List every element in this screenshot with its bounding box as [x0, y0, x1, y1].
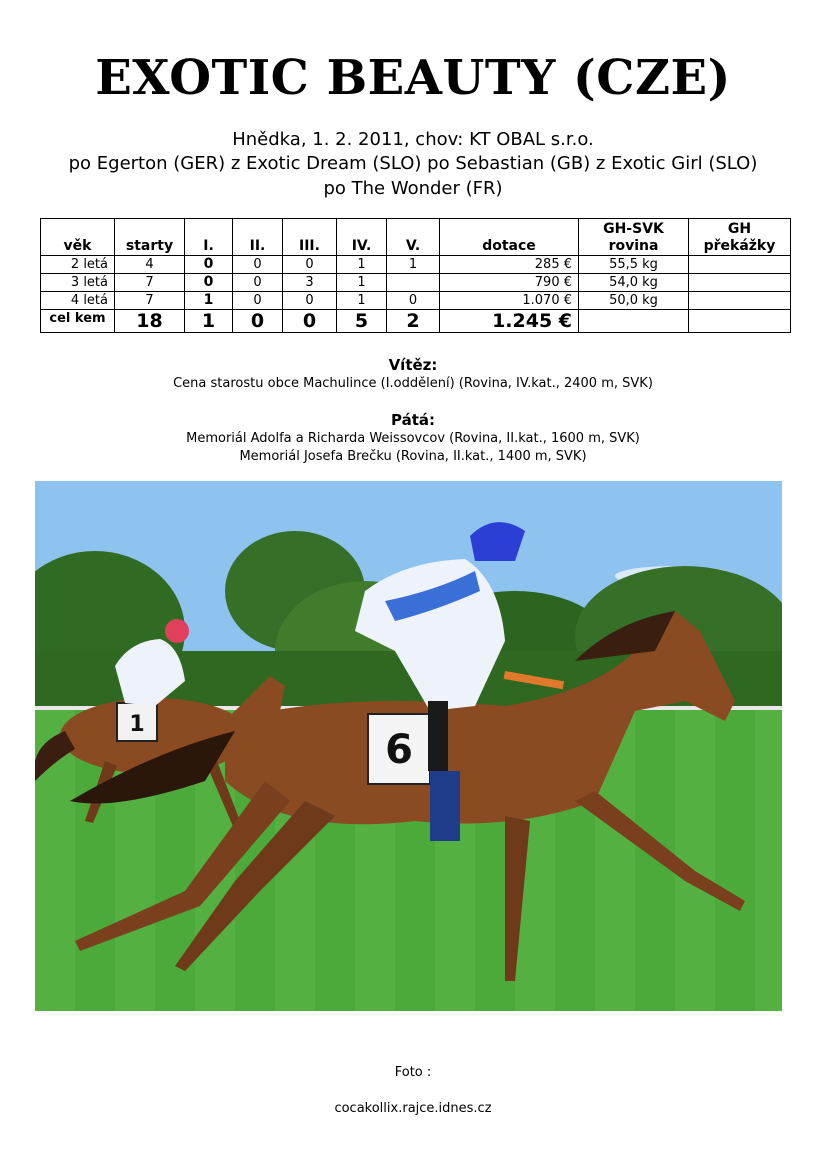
cell-place-3: 0 [283, 292, 337, 310]
header-place-1: I. [185, 219, 233, 256]
cell-place-4: 1 [337, 256, 387, 274]
header-place-4: IV. [337, 219, 387, 256]
cell-place-5: 1 [387, 256, 440, 274]
fifth-heading: Pátá: [390, 411, 435, 429]
saddle-cloth-number-back: 1 [129, 712, 145, 737]
fifth-race: Memoriál Josefa Brečku (Rovina, II.kat., 1400 m, SVK) [239, 449, 587, 464]
table-row [41, 292, 791, 310]
saddle-cloth-number-front: 6 [385, 727, 413, 773]
cell-gh-jump [689, 256, 791, 274]
cell-starts: 7 [115, 292, 185, 310]
cell-place-2: 0 [233, 256, 283, 274]
cell-place-2: 0 [233, 274, 283, 292]
cell-place-2: 0 [233, 292, 283, 310]
cell-age: 4 letá [41, 292, 115, 310]
total-money: 1.245 € [440, 310, 579, 333]
total-place-2: 0 [233, 310, 283, 333]
header-gh-flat-l2: rovina [608, 238, 659, 254]
table-row [41, 274, 791, 292]
cell-place-5 [387, 274, 440, 292]
total-place-4: 5 [337, 310, 387, 333]
header-place-2: II. [233, 219, 283, 256]
cell-money: 285 € [440, 256, 579, 274]
back-jockey-cap [165, 619, 189, 643]
table-header-row [41, 219, 791, 256]
header-gh-flat-l1: GH-SVK [603, 221, 664, 237]
total-place-5: 2 [387, 310, 440, 333]
cell-place-4: 1 [337, 292, 387, 310]
cell-place-1: 0 [185, 274, 233, 292]
cell-money: 790 € [440, 274, 579, 292]
total-starts: 18 [115, 310, 185, 333]
total-gh-jump [689, 310, 791, 333]
header-place-3: III. [283, 219, 337, 256]
header-starts: starty [115, 219, 185, 256]
cell-place-1: 0 [185, 256, 233, 274]
total-label: cel kem [41, 310, 115, 333]
cell-age: 2 letá [41, 256, 115, 274]
cell-place-3: 3 [283, 274, 337, 292]
header-age: věk [41, 219, 115, 256]
horse-info-line: Hnědka, 1. 2. 2011, chov: KT OBAL s.r.o. [232, 129, 594, 150]
cell-gh-jump [689, 274, 791, 292]
cell-place-3: 0 [283, 256, 337, 274]
cell-gh-jump [689, 292, 791, 310]
header-gh-jump [689, 219, 791, 256]
cell-starts: 4 [115, 256, 185, 274]
horse-name: EXOTIC BEAUTY (CZE) [95, 50, 731, 106]
total-place-1: 1 [185, 310, 233, 333]
total-place-3: 0 [283, 310, 337, 333]
cell-money: 1.070 € [440, 292, 579, 310]
table-total-row [41, 310, 791, 333]
photo-credit-label: Foto : [394, 1065, 432, 1080]
winner-heading: Vítěz: [388, 356, 438, 374]
pedigree-line: po Egerton (GER) z Exotic Dream (SLO) po Sebastian (GB) z Exotic Girl (SLO) [68, 153, 758, 174]
cell-gh-flat: 54,0 kg [579, 274, 689, 292]
header-gh-jump-l1: GH [727, 221, 752, 237]
total-gh-flat [579, 310, 689, 333]
winner-race: Cena starostu obce Machulince (I.oddělení) (Rovina, IV.kat., 2400 m, SVK) [173, 376, 653, 391]
photo-credit-source: cocakollix.rajce.idnes.cz [334, 1101, 492, 1116]
header-gh-flat [579, 219, 689, 256]
cell-gh-flat: 55,5 kg [579, 256, 689, 274]
cell-age: 3 letá [41, 274, 115, 292]
cell-place-4: 1 [337, 274, 387, 292]
header-money: dotace [440, 219, 579, 256]
cell-place-5: 0 [387, 292, 440, 310]
cell-place-1: 1 [185, 292, 233, 310]
pedigree-line-2: po The Wonder (FR) [323, 178, 503, 199]
race-photo [35, 481, 782, 1011]
table-row [41, 256, 791, 274]
race-photo-illustration [35, 481, 782, 1011]
fifth-race: Memoriál Adolfa a Richarda Weissovcov (Rovina, II.kat., 1600 m, SVK) [186, 431, 640, 446]
header-gh-jump-l2: překážky [703, 238, 776, 254]
cell-starts: 7 [115, 274, 185, 292]
header-place-5: V. [387, 219, 440, 256]
race-record-table [40, 218, 791, 333]
cell-gh-flat: 50,0 kg [579, 292, 689, 310]
